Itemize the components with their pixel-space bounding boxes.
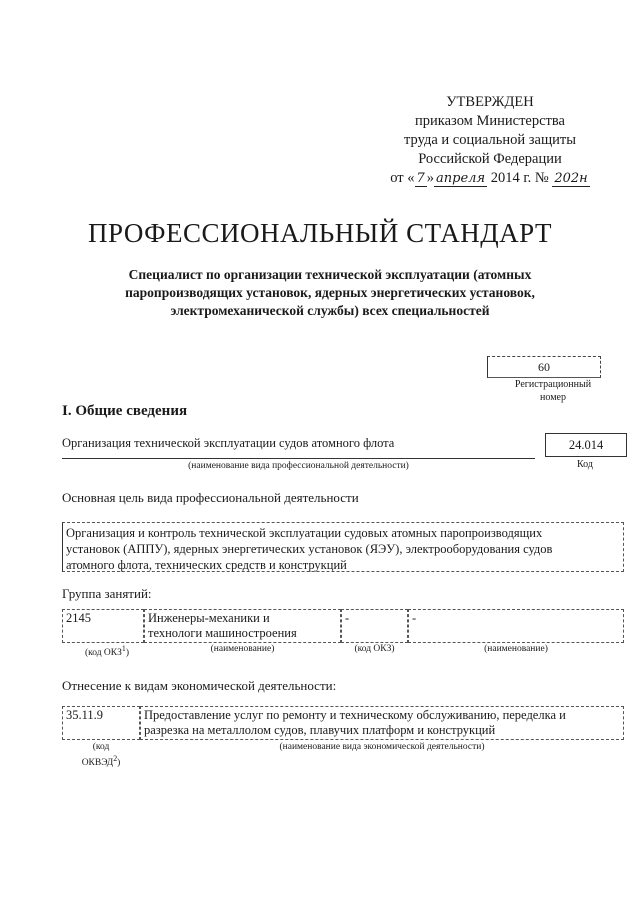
page-title: ПРОФЕССИОНАЛЬНЫЙ СТАНДАРТ [87, 218, 553, 248]
goal-box [62, 522, 624, 572]
registration-label-line-1: Регистрационный [514, 379, 592, 390]
okz-caption-text: (код ОКЗ [84, 648, 122, 659]
footnote-1-marker: 1 [121, 644, 126, 653]
okved-caption-line-1: (код [92, 742, 110, 752]
occupation-code-1: 2145 [62, 609, 144, 643]
activity-caption: (наименование вида профессиональной деятельности) [188, 461, 409, 471]
standard-name-line-1: Специалист по организации технической эксплуатации (атомных [128, 267, 532, 282]
handwritten-order-number: 202н [554, 171, 588, 186]
registration-label-line-2: номер [540, 392, 566, 403]
occupation-code-2: - [341, 609, 408, 643]
approval-line-1: УТВЕРЖДЕН [446, 94, 534, 110]
okved-caption-line-2 [62, 753, 140, 769]
date-mid: » [426, 170, 435, 186]
standard-name [60, 266, 600, 320]
occupation-name-2: - [408, 609, 624, 643]
goal-line-2: установок (АППУ), ядерных энергетических установок (ЯЭУ), электрооборудования судов [66, 542, 553, 556]
okved-caption-end: ) [117, 758, 121, 769]
economic-activity-line-2: разрезка на металлолом судов, плавучих платформ и конструкций [144, 723, 496, 737]
occupation-name-2-caption: (наименование) [484, 644, 548, 654]
registration-number-box: 60 [487, 356, 601, 378]
date-year: 2014 г. № [490, 170, 549, 186]
goal-line-3: атомного флота, технических средств и конструкций [66, 558, 347, 572]
okz-caption-end: ) [125, 648, 130, 659]
standard-name-line-3: электромеханической службы) всех специальностей [170, 303, 490, 318]
activity-underline [62, 458, 535, 459]
activity-code-caption: Код [577, 459, 593, 470]
approval-line-3: труда и социальной защиты [404, 132, 576, 148]
economic-activity-caption: (наименование вида экономической деятельности) [279, 742, 485, 752]
okved-code: 35.11.9 [62, 706, 140, 740]
date-prefix: от « [390, 170, 415, 186]
occupation-name-1 [144, 609, 341, 643]
occupation-code-1-caption [62, 644, 152, 658]
occupation-code-2-caption: (код ОКЗ) [354, 644, 395, 654]
approval-line-4: Российской Федерации [418, 151, 562, 167]
economic-activity-label: Отнесение к видам экономической деятельности: [62, 678, 337, 693]
economic-activity-name [140, 706, 624, 740]
occupation-group-label: Группа занятий: [62, 586, 152, 601]
goal-line-1: Организация и контроль технической эксплуатации судовых атомных паропроизводящих [66, 526, 543, 540]
approval-date-line [370, 169, 610, 188]
handwritten-month: апреля [436, 171, 486, 186]
registration-number-label [497, 378, 609, 404]
approval-line-2: приказом Министерства [415, 113, 565, 129]
activity-code-box: 24.014 [545, 433, 627, 457]
okved-caption-text: ОКВЭД [81, 758, 114, 769]
approval-block [370, 93, 610, 188]
handwritten-day: 7 [416, 171, 425, 186]
occupation-name-1-caption: (наименование) [210, 644, 275, 654]
economic-activity-line-1: Предоставление услуг по ремонту и техническому обслуживанию, переделка и [144, 708, 566, 722]
occupation-name-1-line-2: технологи машиностроения [148, 626, 297, 640]
occupation-name-1-line-1: Инженеры-механики и [148, 611, 270, 625]
footnote-2-marker: 2 [113, 754, 118, 763]
standard-name-line-2: паропроизводящих установок, ядерных энергетических установок, [125, 285, 535, 300]
okved-code-caption [62, 741, 140, 769]
section-heading: I. Общие сведения [62, 403, 188, 419]
activity-name: Организация технической эксплуатации судов атомного флота [62, 436, 395, 450]
goal-label: Основная цель вида профессиональной деятельности [62, 490, 359, 505]
